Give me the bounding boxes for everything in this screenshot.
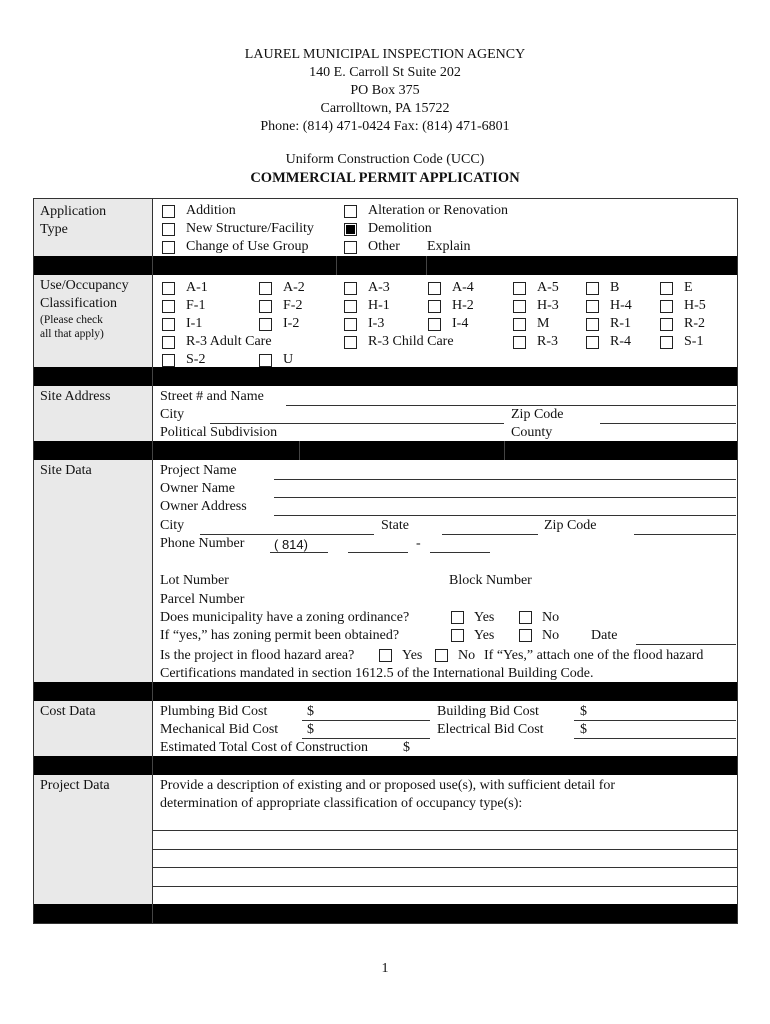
occupancy-option-label: I-1 — [186, 316, 203, 331]
occupancy-checkbox[interactable] — [428, 300, 441, 313]
flood-no-label: No — [458, 648, 476, 663]
zoning-question: Does municipality have a zoning ordinance? — [160, 610, 410, 625]
occupancy-option-label: S-1 — [684, 334, 704, 349]
occupancy-option-label: R-2 — [684, 316, 705, 331]
site-address-label: Site Address — [40, 389, 111, 404]
zip-label: Zip Code — [511, 407, 564, 422]
permit-yes-checkbox[interactable] — [451, 629, 464, 642]
form-title: COMMERCIAL PERMIT APPLICATION — [250, 170, 520, 186]
parcel-label: Parcel Number — [160, 592, 245, 607]
site-zip-input[interactable] — [600, 423, 736, 424]
owner-address-label: Owner Address — [160, 499, 247, 514]
occupancy-checkbox[interactable] — [660, 282, 673, 295]
occupancy-option-label: U — [283, 352, 294, 367]
occupancy-checkbox[interactable] — [660, 336, 673, 349]
project-description-line2: determination of appropriate classification of occupancy type(s): — [160, 796, 523, 811]
occupancy-checkbox[interactable] — [586, 336, 599, 349]
lot-label: Lot Number — [160, 573, 229, 588]
occupancy-option-label: A-3 — [368, 280, 390, 295]
occupancy-option-label: I-2 — [283, 316, 300, 331]
project-data-label: Project Data — [40, 778, 110, 793]
permit-form — [33, 198, 738, 924]
occupancy-checkbox[interactable] — [660, 318, 673, 331]
flood-yes-checkbox[interactable] — [379, 649, 392, 662]
certification-note: Certifications mandated in section 1612.5 of the International Building Code. — [160, 666, 594, 681]
demolition-checkbox[interactable] — [344, 223, 357, 236]
phone-label: Phone Number — [160, 536, 245, 551]
other-label: Other — [368, 239, 400, 254]
occupancy-option-label: A-5 — [537, 280, 559, 295]
street-label: Street # and Name — [160, 389, 264, 404]
occupancy-option-label: H-5 — [684, 298, 706, 313]
zoning-no-label: No — [542, 610, 560, 625]
building-dollar: $ — [580, 704, 587, 719]
owner-name-input[interactable] — [274, 497, 736, 498]
other-checkbox[interactable] — [344, 241, 357, 254]
occupancy-checkbox[interactable] — [586, 318, 599, 331]
occupancy-checkbox[interactable] — [259, 318, 272, 331]
city-label: City — [160, 407, 185, 422]
owner-city-label: City — [160, 518, 185, 533]
occupancy-checkbox[interactable] — [162, 318, 175, 331]
application-type-label: Application Type — [40, 204, 107, 237]
flood-question: Is the project in flood hazard area? — [160, 648, 355, 663]
document-header — [0, 46, 770, 187]
occupancy-option-label: M — [537, 316, 550, 331]
political-label: Political Subdivision — [160, 425, 278, 440]
flood-yes-label: Yes — [402, 648, 423, 663]
plumbing-dollar: $ — [307, 704, 314, 719]
occupancy-checkbox[interactable] — [513, 336, 526, 349]
permit-question: If “yes,” has zoning permit been obtained? — [160, 628, 400, 643]
occupancy-checkbox[interactable] — [162, 354, 175, 367]
occupancy-option-label: I-4 — [452, 316, 469, 331]
occupancy-checkbox[interactable] — [428, 318, 441, 331]
occupancy-option-label: E — [684, 280, 693, 295]
zoning-yes-checkbox[interactable] — [451, 611, 464, 624]
project-name-label: Project Name — [160, 463, 237, 478]
project-description-line1: Provide a description of existing and or proposed use(s), with sufficient detail for — [160, 778, 616, 793]
change-use-label: Change of Use Group — [186, 239, 309, 254]
occupancy-checkbox[interactable] — [586, 300, 599, 313]
permit-no-label: No — [542, 628, 560, 643]
change-use-checkbox[interactable] — [162, 241, 175, 254]
plumbing-input[interactable] — [302, 720, 430, 721]
occupancy-checkbox[interactable] — [513, 282, 526, 295]
occupancy-checkbox[interactable] — [513, 318, 526, 331]
occupancy-option-label: A-1 — [186, 280, 208, 295]
agency-address-3: Carrolltown, PA 15722 — [320, 101, 450, 116]
agency-address-2: PO Box 375 — [350, 83, 420, 98]
date-input[interactable] — [636, 644, 736, 645]
zoning-yes-label: Yes — [474, 610, 495, 625]
occupancy-checkbox[interactable] — [162, 300, 175, 313]
occupancy-checkbox[interactable] — [344, 318, 357, 331]
occupancy-checkbox[interactable] — [259, 282, 272, 295]
description-line[interactable] — [152, 849, 737, 850]
occupancy-option-label: R-3 Adult Care — [186, 334, 272, 349]
occupancy-option-label: R-3 Child Care — [368, 334, 454, 349]
owner-address-input[interactable] — [274, 515, 736, 516]
occupancy-option-label: F-1 — [186, 298, 206, 313]
occupancy-checkbox[interactable] — [344, 336, 357, 349]
occupancy-label: Use/Occupancy Classification (Please check all that apply) — [40, 278, 129, 340]
occupancy-checkbox[interactable] — [428, 282, 441, 295]
alteration-label: Alteration or Renovation — [368, 203, 508, 218]
plumbing-label: Plumbing Bid Cost — [160, 704, 268, 719]
description-line[interactable] — [152, 886, 737, 887]
occupancy-option-label: R-3 — [537, 334, 558, 349]
site-data-label: Site Data — [40, 463, 92, 478]
code-name: Uniform Construction Code (UCC) — [285, 152, 485, 167]
occupancy-option-label: A-4 — [452, 280, 474, 295]
electrical-dollar: $ — [580, 722, 587, 737]
occupancy-option-label: H-3 — [537, 298, 559, 313]
agency-name: LAUREL MUNICIPAL INSPECTION AGENCY — [244, 47, 526, 62]
agency-address-1: 140 E. Carroll St Suite 202 — [309, 65, 461, 80]
occupancy-checkbox[interactable] — [162, 336, 175, 349]
phone-prefix-input[interactable] — [348, 552, 408, 553]
demolition-label: Demolition — [368, 221, 432, 236]
occupancy-checkbox[interactable] — [162, 282, 175, 295]
electrical-label: Electrical Bid Cost — [437, 722, 544, 737]
addition-label: Addition — [186, 203, 236, 218]
electrical-input[interactable] — [574, 738, 736, 739]
occupancy-option-label: H-2 — [452, 298, 474, 313]
owner-zip-label: Zip Code — [544, 518, 597, 533]
state-input[interactable] — [442, 534, 538, 535]
building-label: Building Bid Cost — [437, 704, 539, 719]
flood-note: If “Yes,” attach one of the flood hazard — [484, 648, 704, 663]
phone-area-code[interactable]: ( 814) — [274, 537, 308, 552]
addition-checkbox[interactable] — [162, 205, 175, 218]
mechanical-label: Mechanical Bid Cost — [160, 722, 279, 737]
project-name-input[interactable] — [274, 479, 736, 480]
permit-yes-label: Yes — [474, 628, 495, 643]
occupancy-option-label: I-3 — [368, 316, 385, 331]
occupancy-option-label: H-4 — [610, 298, 632, 313]
occupancy-checkbox[interactable] — [513, 300, 526, 313]
page-number: 1 — [381, 961, 389, 976]
flood-no-checkbox[interactable] — [435, 649, 448, 662]
date-label: Date — [591, 628, 618, 643]
occupancy-checkbox[interactable] — [259, 300, 272, 313]
new-structure-label: New Structure/Facility — [186, 221, 314, 236]
alteration-checkbox[interactable] — [344, 205, 357, 218]
occupancy-option-label: S-2 — [186, 352, 206, 367]
county-label: County — [511, 425, 553, 440]
occupancy-checkbox[interactable] — [344, 282, 357, 295]
owner-name-label: Owner Name — [160, 481, 236, 496]
state-label: State — [381, 518, 409, 533]
occupancy-option-label: R-1 — [610, 316, 631, 331]
occupancy-option-label: B — [610, 280, 620, 295]
occupancy-option-label: A-2 — [283, 280, 305, 295]
block-label: Block Number — [449, 573, 532, 588]
new-structure-checkbox[interactable] — [162, 223, 175, 236]
phone-dash: - — [416, 536, 421, 551]
description-line[interactable] — [152, 830, 737, 831]
phone-line-input[interactable] — [430, 552, 490, 553]
total-cost-label: Estimated Total Cost of Construction — [160, 740, 368, 755]
description-line[interactable] — [152, 867, 737, 868]
agency-phone: Phone: (814) 471-0424 Fax: (814) 471-6801 — [260, 119, 510, 134]
building-input[interactable] — [574, 720, 736, 721]
permit-no-checkbox[interactable] — [519, 629, 532, 642]
mechanical-dollar: $ — [307, 722, 314, 737]
occupancy-option-label: R-4 — [610, 334, 631, 349]
occupancy-checkbox[interactable] — [259, 354, 272, 367]
occupancy-checkbox[interactable] — [660, 300, 673, 313]
owner-zip-input[interactable] — [634, 534, 736, 535]
occupancy-option-label: H-1 — [368, 298, 390, 313]
total-dollar: $ — [403, 740, 410, 755]
zoning-no-checkbox[interactable] — [519, 611, 532, 624]
occupancy-option-label: F-2 — [283, 298, 303, 313]
occupancy-checkbox[interactable] — [586, 282, 599, 295]
occupancy-checkbox[interactable] — [344, 300, 357, 313]
explain-label: Explain — [427, 239, 471, 254]
cost-data-label: Cost Data — [40, 704, 96, 719]
